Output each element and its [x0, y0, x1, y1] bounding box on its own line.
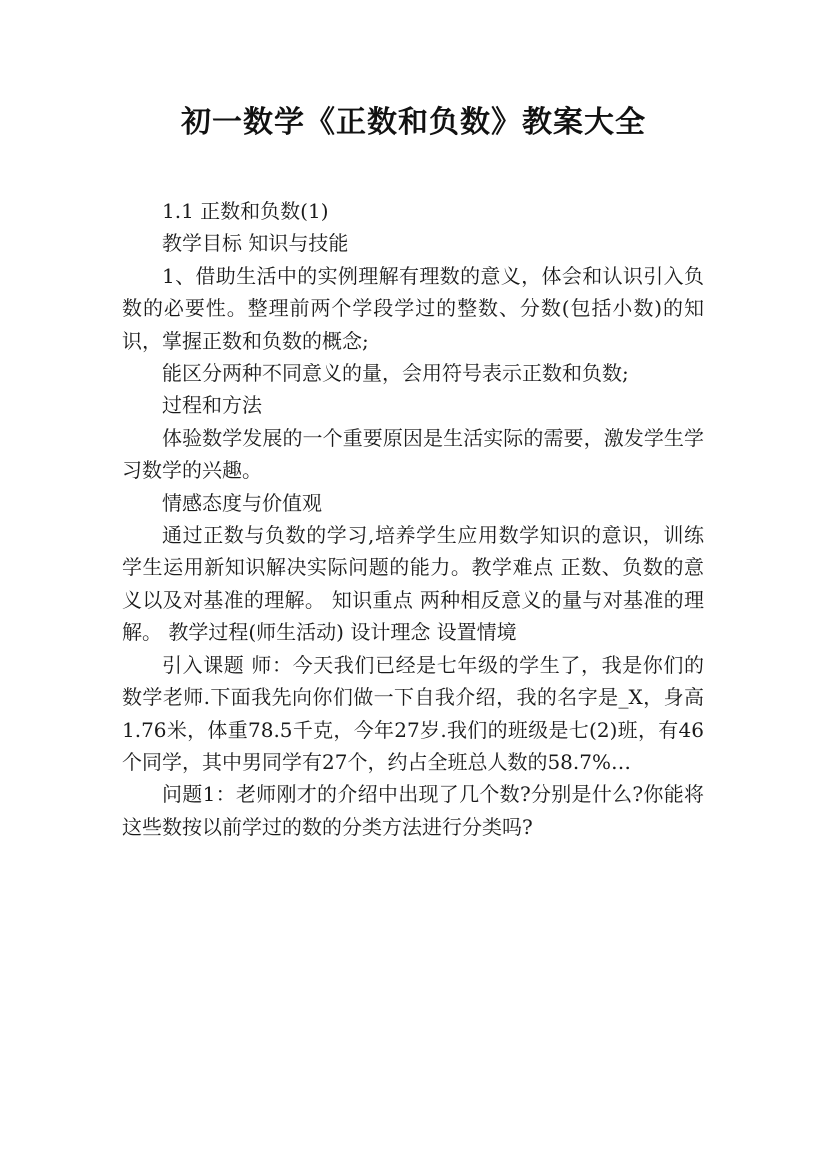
- document-title: 初一数学《正数和负数》教案大全: [181, 105, 646, 140]
- paragraph-attitude-heading: 情感态度与价值观: [162, 490, 322, 515]
- paragraph-question-1: 问题1：老师刚才的介绍中出现了几个数?分别是什么?你能将这些数按以前学过的数的分类方法进行分类吗?: [122, 782, 704, 839]
- paragraph-goal-2: 能区分两种不同意义的量，会用符号表示正数和负数;: [162, 361, 629, 386]
- paragraph-teaching-goals: 教学目标 知识与技能: [162, 231, 349, 256]
- paragraph-process-heading: 过程和方法: [162, 393, 262, 418]
- paragraph-process: 体验数学发展的一个重要原因是生活实际的需要，激发学生学习数学的兴趣。: [122, 425, 704, 483]
- paragraph-section-heading: 1.1 正数和负数(1): [162, 199, 329, 223]
- document-body: [122, 195, 704, 843]
- paragraph-intro: 引入课题 师：今天我们已经是七年级的学生了，我是你们的数学老师.下面我先向你们做一下自我介绍，我的名字是_X，身高1.76米，体重78.5千克，今年27岁.我们的班级是七(2)班，有46个同学，其中男同学有27个，约占全班总人数的58.7%…: [122, 652, 704, 774]
- paragraph-goal-1: 1、借助生活中的实例理解有理数的意义，体会和认识引入负数的必要性。整理前两个学段学过的整数、分数(包括小数)的知识，掌握正数和负数的概念;: [122, 263, 704, 353]
- paragraph-attitude: 通过正数与负数的学习,培养学生应用数学知识的意识，训练学生运用新知识解决实际问题的能力。教学难点 正数、负数的意义以及对基准的理解。 知识重点 两种相反意义的量与对基准的理解。 教学过程(师生活动) 设计理念 设置情境: [122, 523, 704, 645]
